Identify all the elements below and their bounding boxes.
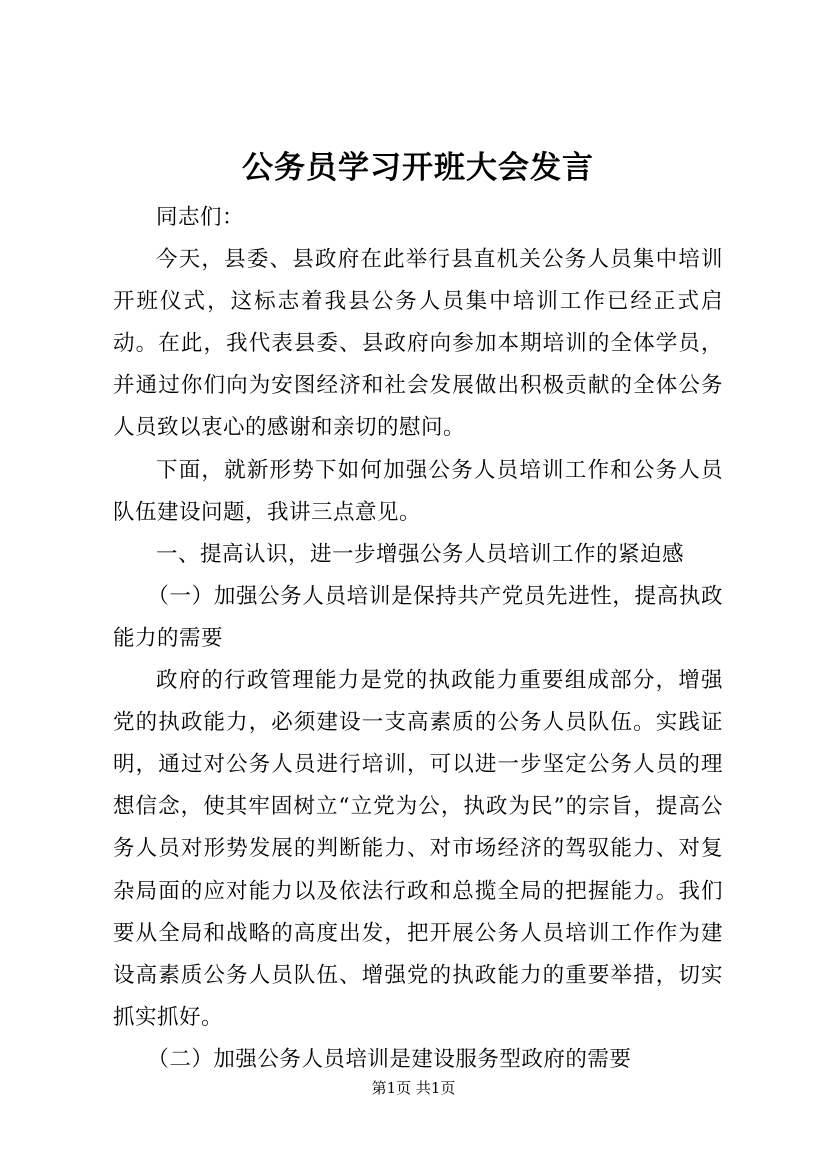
body-paragraph: 政府的行政管理能力是党的执政能力重要组成部分，增强党的执政能力，必须建设一支高素质的公务人员队伍。实践证明，通过对公务人员进行培训，可以进一步坚定公务人员的理想信念，使其牢固树立“立党为公，执政为民”的宗旨，提高公务人员对形势发展的判断能力、对市场经济的驾驭能力、对复杂局面的应对能力以及依法行政和总揽全局的把握能力。我们要从全局和战略的高度出发，把开展公务人员培训工作作为建设高素质公务人员队伍、增强党的执政能力的重要举措，切实抓实抓好。 <box>113 668 723 1030</box>
body-paragraph: 今天，县委、县政府在此举行县直机关公务人员集中培训开班仪式，这标志着我县公务人员集中培训工作已经正式启动。在此，我代表县委、县政府向参加本期培训的全体学员，并通过你们向为安图经济和社会发展做出积极贡献的全体公务人员致以衷心的感谢和亲切的慰问。 <box>113 247 723 441</box>
section-heading: 一、提高认识，进一步增强公务人员培训工作的紧迫感 <box>156 541 685 567</box>
body-paragraph: 下面，就新形势下如何加强公务人员培训工作和公务人员队伍建设问题，我讲三点意见。 <box>113 457 723 525</box>
page-footer: 第1页 共1页 <box>371 1079 456 1097</box>
salutation-paragraph: 同志们： <box>156 205 245 230</box>
subsection-heading: （一）加强公务人员培训是保持共产党员先进性，提高执政能力的需要 <box>113 583 723 651</box>
document-body <box>113 197 723 1081</box>
subsection-heading: （二）加强公务人员培训是建设服务型政府的需要 <box>147 1046 632 1072</box>
document-title: 公务员学习开班大会发言 <box>242 150 594 186</box>
